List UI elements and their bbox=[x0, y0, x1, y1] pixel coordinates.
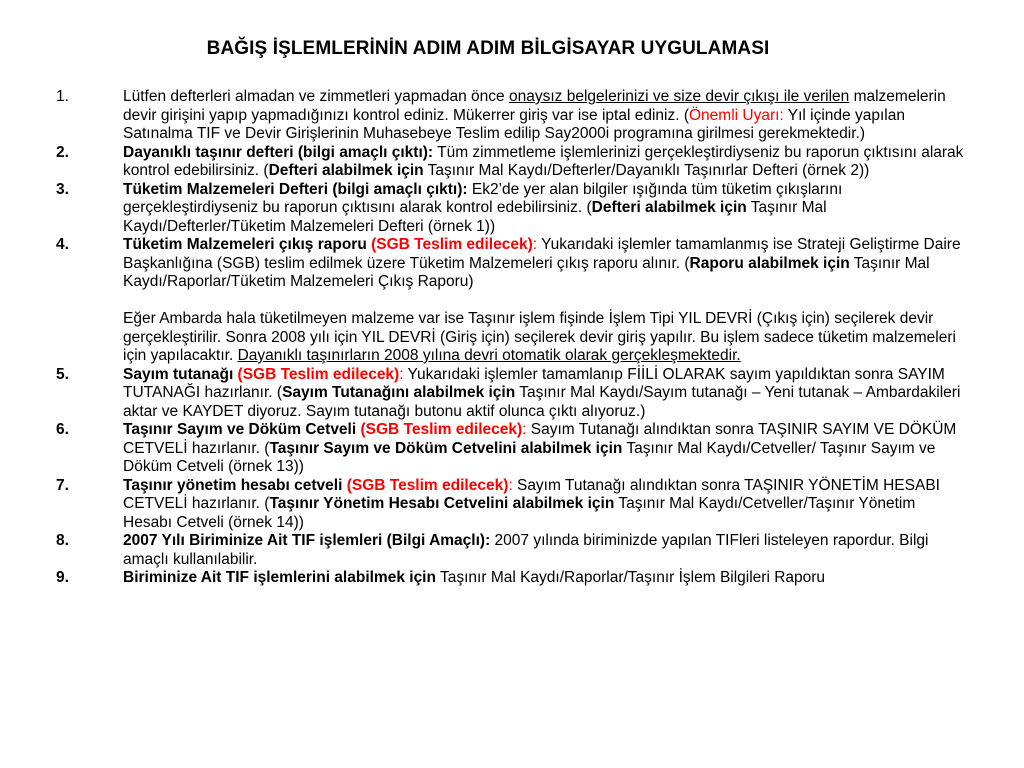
list-item-3 bbox=[56, 181, 966, 237]
list-item-8 bbox=[56, 532, 966, 569]
item-text: Dayanıklı taşınır defteri (bilgi amaçlı çıktı): Tüm zimmetleme işlemlerinizi gerçekleştirdiyseniz bu raporun çıktısını alarak kontrol edebilirsiniz. (Defteri alabilmek için Taşınır Mal Kaydı/Defterler/Dayanıklı Taşınırlar Defteri (örnek 2)) bbox=[123, 143, 964, 179]
list-item-5 bbox=[56, 366, 966, 422]
sgb-label: (SGB Teslim edilecek) bbox=[356, 421, 523, 438]
sgb-label: (SGB Teslim edilecek) bbox=[233, 365, 400, 383]
list-item-1 bbox=[56, 88, 966, 144]
list-item-6 bbox=[56, 421, 966, 477]
item-text: 2007 Yılı Biriminize Ait TIF işlemleri (Bilgi Amaçlı): 2007 yılında biriminizde yapılan TIFleri listeleyen rapordur. Bilgi amaçlı kullanılabilir. bbox=[123, 532, 929, 568]
steps-list bbox=[56, 88, 966, 588]
item-number: 7. bbox=[56, 476, 69, 494]
item-number: 6. bbox=[56, 421, 69, 438]
paragraph-1: Tüketim Malzemeleri çıkış raporu (SGB Teslim edilecek): Yukarıdaki işlemler tamamlanmış ise Strateji Geliştirme Daire Başkanlığına (SGB) teslim edilmek üzere Tüketim Malzemeleri çıkış raporu alınır. (Raporu alabilmek için Taşınır Mal Kaydı/Raporlar/Tüketim Malzemeleri Çıkış Raporu) bbox=[123, 236, 961, 290]
item-text: Taşınır Sayım ve Döküm Cetveli (SGB Teslim edilecek): Sayım Tutanağı alındıktan sonra TAŞINIR SAYIM VE DÖKÜM CETVELİ hazırlanır. (Taşınır Sayım ve Döküm Cetvelini alabilmek için Taşınır Mal Kaydı/Cetveller/ Taşınır Sayım ve Döküm Cetveli (örnek 13)) bbox=[123, 421, 957, 475]
item-number: 4. bbox=[56, 236, 69, 253]
item-text: Sayım tutanağı (SGB Teslim edilecek): Yukarıdaki işlemler tamamlanıp FİİLİ OLARAK sayım yapıldıktan sonra SAYIM TUTANAĞI hazırlanır. (Sayım Tutanağını alabilmek için Taşınır Mal Kaydı/Sayım tutanağı – Yeni tutanak – Ambardakileri aktar ve KAYDET diyoruz. Sayım tutanağı butonu aktif olunca çıktı alıyoruz.) bbox=[123, 365, 961, 420]
list-item-4 bbox=[56, 236, 966, 366]
item-number: 1. bbox=[56, 88, 69, 105]
sgb-label: (SGB Teslim edilecek) bbox=[342, 476, 509, 494]
item-number: 5. bbox=[56, 365, 69, 383]
item-text: Lütfen defterleri almadan ve zimmetleri yapmadan önce onaysız belgelerinizi ve size devir çıkışı ile verilen malzemelerin devir girişini yapıp yapmadığınızı kontrol ediniz. Mükerrer giriş var ise iptal ediniz. (Önemli Uyarı: Yıl içinde yapılan Satınalma TIF ve Devir Girişlerinin Muhasebeye Teslim edilip Say2000i programına girilmesi gerekmektedir.) bbox=[123, 88, 946, 142]
item-number: 2. bbox=[56, 143, 69, 161]
item-number: 9. bbox=[56, 569, 69, 586]
item-text bbox=[123, 236, 966, 366]
warning-label: Önemli Uyarı: bbox=[688, 106, 784, 124]
page-title: BAĞIŞ İŞLEMLERİNİN ADIM ADIM BİLGİSAYAR UYGULAMASI bbox=[206, 38, 770, 59]
item-text: Tüketim Malzemeleri Defteri (bilgi amaçlı çıktı): Ek2’de yer alan bilgiler ışığında tüm tüketim çıkışlarını gerçekleştirdiyseniz bu raporun çıktısını alarak kontrol edebilirsiniz. (Defteri alabilmek için Taşınır Mal Kaydı/Defterler/Tüketim Malzemeleri Defteri (örnek 1)) bbox=[123, 180, 843, 235]
list-item-2 bbox=[56, 144, 966, 181]
list-item-7 bbox=[56, 477, 966, 533]
item-number: 3. bbox=[56, 180, 69, 198]
list-item-9 bbox=[56, 569, 966, 588]
paragraph-2: Eğer Ambarda hala tüketilmeyen malzeme var ise Taşınır işlem fişinde İşlem Tipi YIL DEVRİ (Çıkış için) seçilerek devir gerçekleştirilir. Sonra 2008 yılı için YIL DEVRİ (Giriş için) seçilerek devir giriş yapılır. Bu işlem sadece tüketim malzemeleri için yapılacaktır. Dayanıklı taşınırların 2008 yılına devri otomatik olarak gerçekleşmektedir. bbox=[123, 310, 956, 364]
sgb-label: (SGB Teslim edilecek) bbox=[371, 236, 533, 253]
item-number: 8. bbox=[56, 532, 69, 549]
item-text: Biriminize Ait TIF işlemlerini alabilmek için Taşınır Mal Kaydı/Raporlar/Taşınır İşlem Bilgileri Raporu bbox=[123, 569, 826, 586]
item-text: Taşınır yönetim hesabı cetveli (SGB Teslim edilecek): Sayım Tutanağı alındıktan sonra TAŞINIR YÖNETİM HESABI CETVELİ hazırlanır. (Taşınır Yönetim Hesabı Cetvelini alabilmek için Taşınır Mal Kaydı/Cetveller/Taşınır Yönetim Hesabı Cetveli (örnek 14)) bbox=[123, 476, 940, 531]
